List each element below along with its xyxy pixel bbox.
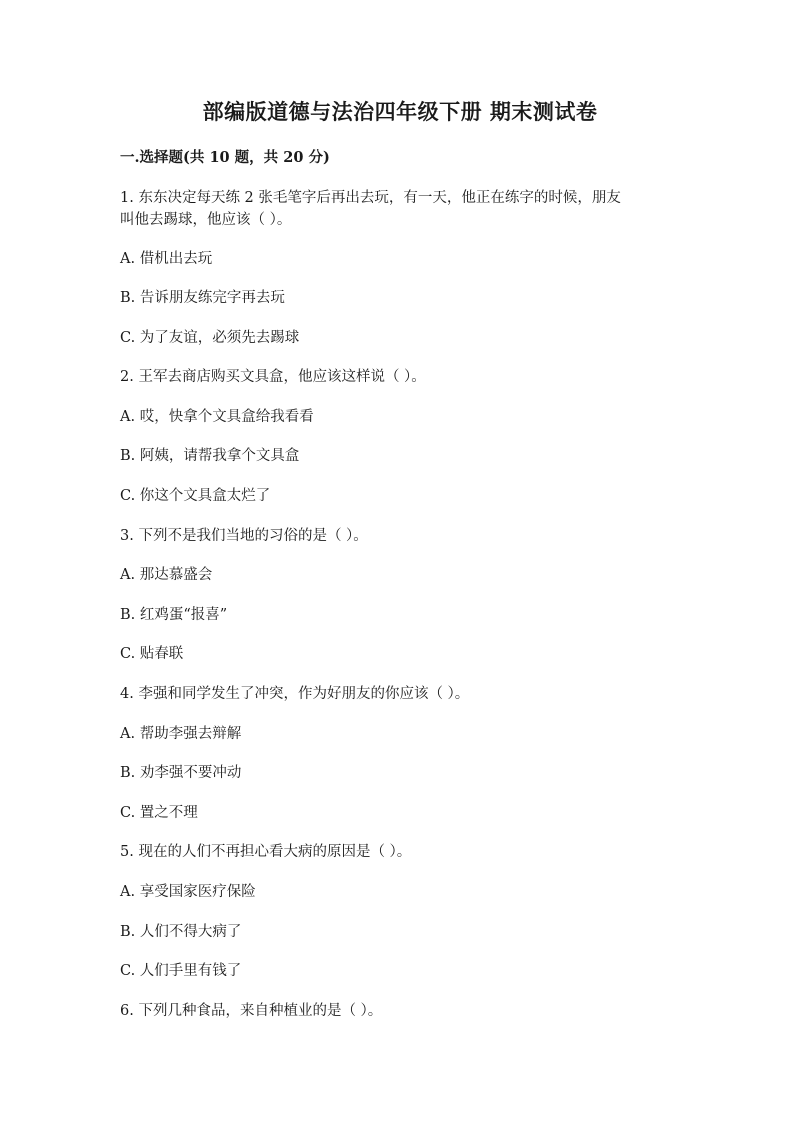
question-3-option-c: C. 贴春联 [120,646,184,662]
question-1-option-a: A. 借机出去玩 [120,251,213,267]
question-5-option-b: B. 人们不得大病了 [120,924,242,940]
section-heading: 一.选择题(共 10 题，共 20 分) [120,149,330,166]
question-3-stem: 3. 下列不是我们当地的习俗的是（ ）。 [120,528,368,544]
question-4-stem: 4. 李强和同学发生了冲突，作为好朋友的你应该（ ）。 [120,686,470,702]
question-2-option-c: C. 你这个文具盒太烂了 [120,488,271,504]
question-3-option-a: A. 那达慕盛会 [120,567,213,583]
question-5-option-a: A. 享受国家医疗保险 [120,884,256,900]
question-1-option-b: B. 告诉朋友练完字再去玩 [120,290,285,306]
question-1-option-c: C. 为了友谊，必须先去踢球 [120,330,300,346]
question-4-option-b: B. 劝李强不要冲动 [120,765,242,781]
question-4-option-a: A. 帮助李强去辩解 [120,726,242,742]
question-1-stem-line-2: 叫他去踢球，他应该（ ）。 [120,212,292,228]
question-2-option-a: A. 哎，快拿个文具盒给我看看 [120,409,314,425]
question-4-option-c: C. 置之不理 [120,805,198,821]
page-title: 部编版道德与法治四年级下册 期末测试卷 [202,99,598,124]
question-3-option-b: B. 红鸡蛋“报喜” [120,607,228,623]
question-1-stem-line-1: 1. 东东决定每天练 2 张毛笔字后再出去玩，有一天，他正在练字的时候，朋友 [120,190,621,206]
question-2-option-b: B. 阿姨，请帮我拿个文具盒 [120,448,300,464]
question-5-stem: 5. 现在的人们不再担心看大病的原因是（ ）。 [120,844,412,860]
question-6-stem: 6. 下列几种食品，来自种植业的是（ ）。 [120,1003,383,1019]
question-5-option-c: C. 人们手里有钱了 [120,963,242,979]
question-2-stem: 2. 王军去商店购买文具盒，他应该这样说（ ）。 [120,369,426,385]
